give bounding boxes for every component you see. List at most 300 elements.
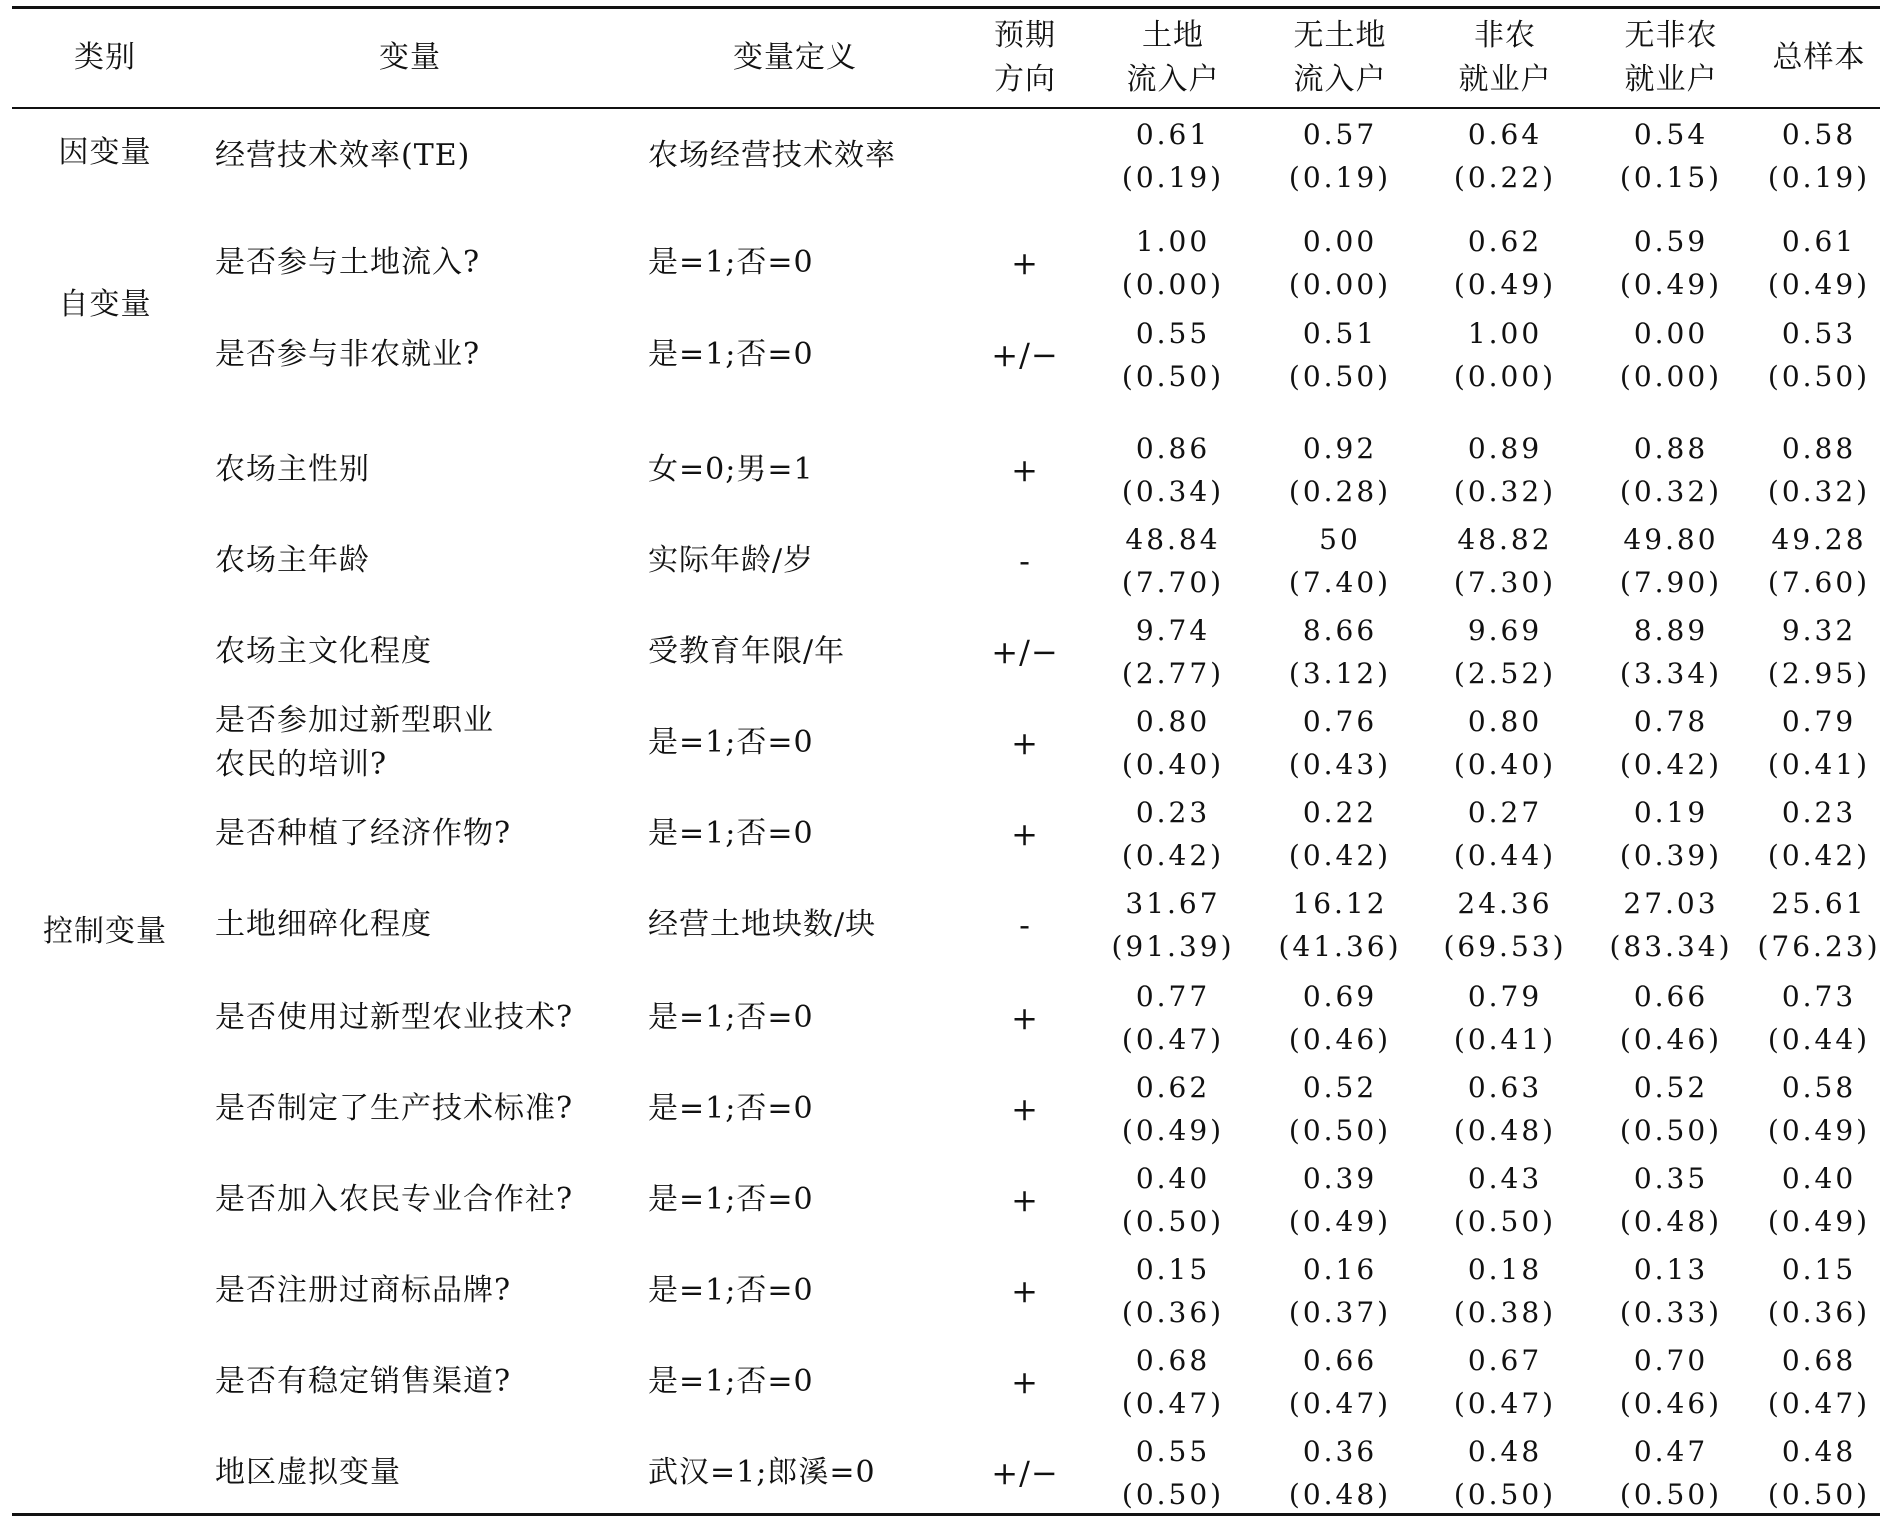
stat-cell: [1275, 310, 1405, 400]
sd-value: (0.19): [1767, 161, 1871, 194]
sd-value: (0.48): [1619, 1205, 1723, 1238]
stat-cell: [1758, 973, 1880, 1063]
mean-value: 0.80: [1467, 705, 1543, 738]
header-group-0: [1108, 14, 1238, 102]
sd-value: (0.41): [1767, 748, 1871, 781]
mean-value: 0.27: [1467, 796, 1543, 829]
stat-cell: [1758, 111, 1880, 201]
expected-direction: +: [1011, 1181, 1039, 1219]
stat-cell: [1758, 218, 1880, 308]
variable-name: [215, 1428, 635, 1518]
header-category-text: 类别: [74, 40, 136, 75]
sd-value: (0.50): [1288, 360, 1392, 393]
stat-cell: [1275, 973, 1405, 1063]
mean-value: 8.66: [1302, 614, 1378, 647]
sd-value: (0.00): [1288, 268, 1392, 301]
mean-value: 0.40: [1781, 1162, 1857, 1195]
sd-value: (0.50): [1453, 1205, 1557, 1238]
stat-cell: [1275, 789, 1405, 879]
mean-value: 0.52: [1302, 1071, 1378, 1104]
mean-value: 0.47: [1633, 1435, 1709, 1468]
variable-name-line: 农场主文化程度: [215, 634, 432, 669]
variable-definition: 经营土地块数/块: [648, 907, 877, 942]
mean-value: 49.28: [1771, 523, 1867, 556]
sd-value: (0.42): [1121, 839, 1225, 872]
stat-cell: [1606, 789, 1736, 879]
header-category: [20, 36, 190, 80]
mean-value: 31.67: [1125, 887, 1221, 920]
stat-cell: [1606, 516, 1736, 606]
mean-value: 0.88: [1781, 432, 1857, 465]
stat-cell: [1758, 516, 1880, 606]
stat-cell: [1108, 880, 1238, 970]
variable-name-line: 是否有稳定销售渠道?: [215, 1364, 512, 1399]
stat-cell: [1758, 1064, 1880, 1154]
mean-value: 0.00: [1302, 225, 1378, 258]
sd-value: (0.49): [1767, 1205, 1871, 1238]
variable-name: [215, 111, 635, 201]
mean-value: 0.55: [1135, 1435, 1211, 1468]
stat-cell: [1440, 1337, 1570, 1427]
stat-cell: [1108, 111, 1238, 201]
variable-definition: 是=1;否=0: [648, 337, 814, 372]
expected-direction: [975, 111, 1075, 201]
sd-value: (0.50): [1121, 1478, 1225, 1511]
stat-cell: [1440, 1155, 1570, 1245]
header-definition: [645, 36, 945, 80]
mean-value: 27.03: [1623, 887, 1719, 920]
stat-cell: [1758, 1155, 1880, 1245]
stat-cell: [1275, 607, 1405, 697]
stat-cell: [1108, 1064, 1238, 1154]
header-variable-text: 变量: [379, 40, 441, 75]
mean-value: 8.89: [1633, 614, 1709, 647]
variable-definition: 农场经营技术效率: [648, 138, 896, 173]
mean-value: 0.61: [1135, 118, 1211, 151]
sd-value: (0.50): [1619, 1114, 1723, 1147]
mean-value: 0.15: [1135, 1253, 1211, 1286]
stat-cell: [1440, 111, 1570, 201]
stat-cell: [1606, 111, 1736, 201]
mean-value: 0.51: [1302, 317, 1378, 350]
mean-value: 0.57: [1302, 118, 1378, 151]
mean-value: 9.74: [1135, 614, 1211, 647]
expected-direction: +: [1011, 451, 1039, 489]
mean-value: 0.58: [1781, 118, 1857, 151]
variable-name: [215, 880, 635, 970]
sd-value: (0.42): [1619, 748, 1723, 781]
sd-value: (0.44): [1453, 839, 1557, 872]
mean-value: 1.00: [1135, 225, 1211, 258]
mean-value: 0.19: [1633, 796, 1709, 829]
sd-value: (83.34): [1609, 930, 1733, 963]
mean-value: 0.00: [1633, 317, 1709, 350]
variable-name: [215, 607, 635, 697]
header-group-2-l2: 就业户: [1458, 62, 1552, 97]
variable-definition: 是=1;否=0: [648, 1182, 814, 1217]
mean-value: 0.22: [1302, 796, 1378, 829]
header-group-2-l1: 非农: [1474, 18, 1536, 53]
variable-name: [215, 516, 635, 606]
mean-value: 0.48: [1467, 1435, 1543, 1468]
mean-value: 0.66: [1302, 1344, 1378, 1377]
mean-value: 0.68: [1135, 1344, 1211, 1377]
sd-value: (0.38): [1453, 1296, 1557, 1329]
sd-value: (0.37): [1288, 1296, 1392, 1329]
sd-value: (0.50): [1767, 360, 1871, 393]
sd-value: (7.30): [1453, 566, 1557, 599]
header-group-0-l2: 流入户: [1126, 62, 1220, 97]
mean-value: 0.58: [1781, 1071, 1857, 1104]
stat-cell: [1758, 789, 1880, 879]
stat-cell: [1108, 1337, 1238, 1427]
sd-value: (0.50): [1453, 1478, 1557, 1511]
variable-name-line: 农场主年龄: [215, 543, 370, 578]
stat-cell: [1440, 218, 1570, 308]
stat-cell: [1606, 218, 1736, 308]
sd-value: (0.50): [1619, 1478, 1723, 1511]
sd-value: (0.46): [1288, 1023, 1392, 1056]
stat-cell: [1758, 425, 1880, 515]
mean-value: 0.89: [1467, 432, 1543, 465]
stat-cell: [1108, 516, 1238, 606]
variable-definition: 女=0;男=1: [648, 452, 814, 487]
variable-name: [215, 1064, 635, 1154]
category-dependent: [20, 131, 190, 175]
stat-cell: [1440, 607, 1570, 697]
stat-cell: [1758, 310, 1880, 400]
mean-value: 0.69: [1302, 980, 1378, 1013]
stat-cell: [1606, 607, 1736, 697]
stat-cell: [1440, 1064, 1570, 1154]
expected-direction: +: [1011, 1090, 1039, 1128]
stat-cell: [1275, 218, 1405, 308]
stat-cell: [1440, 880, 1570, 970]
sd-value: (0.50): [1121, 360, 1225, 393]
sd-value: (0.50): [1121, 1205, 1225, 1238]
header-group-3: [1606, 14, 1736, 102]
expected-direction: +: [1011, 1272, 1039, 1310]
header-group-4: [1758, 36, 1880, 80]
mean-value: 49.80: [1623, 523, 1719, 556]
stat-cell: [1758, 880, 1880, 970]
mean-value: 48.84: [1125, 523, 1221, 556]
sd-value: (0.32): [1619, 475, 1723, 508]
sd-value: (0.34): [1121, 475, 1225, 508]
variable-definition: 是=1;否=0: [648, 1364, 814, 1399]
sd-value: (0.50): [1288, 1114, 1392, 1147]
sd-value: (0.19): [1121, 161, 1225, 194]
stat-cell: [1440, 425, 1570, 515]
mean-value: 0.52: [1633, 1071, 1709, 1104]
mean-value: 0.86: [1135, 432, 1211, 465]
mean-value: 0.80: [1135, 705, 1211, 738]
variable-name-line: 是否制定了生产技术标准?: [215, 1091, 574, 1126]
mean-value: 0.48: [1781, 1435, 1857, 1468]
sd-value: (0.49): [1767, 268, 1871, 301]
sd-value: (0.22): [1453, 161, 1557, 194]
category-independent-label: 自变量: [58, 287, 152, 322]
table-header-rule: [12, 107, 1880, 109]
expected-direction: +: [1011, 724, 1039, 762]
header-group-0-l1: 土地: [1142, 18, 1204, 53]
stat-cell: [1440, 973, 1570, 1063]
stat-cell: [1275, 1155, 1405, 1245]
stat-cell: [1758, 698, 1880, 788]
sd-value: (0.00): [1121, 268, 1225, 301]
sd-value: (0.00): [1619, 360, 1723, 393]
mean-value: 0.92: [1302, 432, 1378, 465]
sd-value: (0.44): [1767, 1023, 1871, 1056]
mean-value: 0.78: [1633, 705, 1709, 738]
stat-cell: [1606, 1155, 1736, 1245]
sd-value: (0.49): [1767, 1114, 1871, 1147]
sd-value: (41.36): [1278, 930, 1402, 963]
stat-cell: [1758, 607, 1880, 697]
sd-value: (0.32): [1767, 475, 1871, 508]
variable-name: [215, 310, 635, 400]
header-direction-line2: 方向: [994, 62, 1056, 97]
mean-value: 0.18: [1467, 1253, 1543, 1286]
mean-value: 0.53: [1781, 317, 1857, 350]
stat-cell: [1606, 425, 1736, 515]
mean-value: 0.62: [1467, 225, 1543, 258]
stat-cell: [1108, 218, 1238, 308]
sd-value: (0.33): [1619, 1296, 1723, 1329]
category-independent: [20, 283, 190, 327]
sd-value: (7.70): [1121, 566, 1225, 599]
stat-cell: [1275, 425, 1405, 515]
stat-cell: [1108, 973, 1238, 1063]
sd-value: (0.47): [1121, 1023, 1225, 1056]
stat-cell: [1275, 698, 1405, 788]
variable-definition: 是=1;否=0: [648, 245, 814, 280]
sd-value: (0.48): [1453, 1114, 1557, 1147]
sd-value: (2.77): [1121, 657, 1225, 690]
sd-value: (0.43): [1288, 748, 1392, 781]
mean-value: 0.77: [1135, 980, 1211, 1013]
variable-definition: 是=1;否=0: [648, 1000, 814, 1035]
stat-cell: [1606, 310, 1736, 400]
sd-value: (0.36): [1121, 1296, 1225, 1329]
variable-name-line: 是否加入农民专业合作社?: [215, 1182, 574, 1217]
stat-cell: [1440, 698, 1570, 788]
header-group-4-l1: 总样本: [1772, 40, 1866, 75]
stat-cell: [1606, 1428, 1736, 1518]
sd-value: (69.53): [1443, 930, 1567, 963]
variable-name: [215, 425, 635, 515]
header-group-3-l2: 就业户: [1624, 62, 1718, 97]
stat-cell: [1275, 516, 1405, 606]
variable-definition: 实际年龄/岁: [648, 543, 815, 578]
variable-definition: 武汉=1;郎溪=0: [648, 1455, 876, 1490]
variable-definition: 是=1;否=0: [648, 1091, 814, 1126]
mean-value: 0.62: [1135, 1071, 1211, 1104]
stat-cell: [1275, 111, 1405, 201]
sd-value: (0.19): [1288, 161, 1392, 194]
stat-cell: [1108, 698, 1238, 788]
stat-cell: [1606, 1246, 1736, 1336]
sd-value: (0.48): [1288, 1478, 1392, 1511]
sd-value: (0.36): [1767, 1296, 1871, 1329]
header-group-1-l2: 流入户: [1293, 62, 1387, 97]
mean-value: 0.43: [1467, 1162, 1543, 1195]
stat-cell: [1108, 1428, 1238, 1518]
stat-cell: [1275, 880, 1405, 970]
mean-value: 0.55: [1135, 317, 1211, 350]
stat-cell: [1108, 789, 1238, 879]
stat-cell: [1606, 698, 1736, 788]
variable-name-line: 农民的培训?: [215, 747, 388, 782]
mean-value: 1.00: [1467, 317, 1543, 350]
mean-value: 0.59: [1633, 225, 1709, 258]
stat-cell: [1606, 973, 1736, 1063]
sd-value: (2.95): [1767, 657, 1871, 690]
stat-cell: [1108, 607, 1238, 697]
category-control-label: 控制变量: [43, 914, 167, 949]
mean-value: 24.36: [1457, 887, 1553, 920]
variable-name: [215, 1155, 635, 1245]
mean-value: 0.54: [1633, 118, 1709, 151]
stat-cell: [1108, 1155, 1238, 1245]
variable-name-line: 是否使用过新型农业技术?: [215, 1000, 574, 1035]
expected-direction: -: [1019, 906, 1031, 944]
variable-name-line: 是否参与土地流入?: [215, 245, 481, 280]
header-group-3-l1: 无非农: [1624, 18, 1718, 53]
sd-value: (0.39): [1619, 839, 1723, 872]
stat-cell: [1108, 425, 1238, 515]
variable-name: [215, 1246, 635, 1336]
header-definition-text: 变量定义: [733, 40, 857, 75]
expected-direction: -: [1019, 542, 1031, 580]
variable-name-line: 经营技术效率(TE): [215, 138, 471, 173]
expected-direction: +/−: [991, 1454, 1059, 1492]
category-dependent-label: 因变量: [58, 135, 152, 170]
mean-value: 0.76: [1302, 705, 1378, 738]
sd-value: (7.60): [1767, 566, 1871, 599]
mean-value: 9.32: [1781, 614, 1857, 647]
stat-cell: [1606, 1064, 1736, 1154]
sd-value: (0.49): [1288, 1205, 1392, 1238]
mean-value: 0.23: [1135, 796, 1211, 829]
stat-cell: [1440, 1246, 1570, 1336]
mean-value: 0.70: [1633, 1344, 1709, 1377]
sd-value: (0.50): [1767, 1478, 1871, 1511]
category-control: [20, 910, 190, 954]
mean-value: 16.12: [1292, 887, 1388, 920]
sd-value: (0.40): [1453, 748, 1557, 781]
variable-definition: 是=1;否=0: [648, 725, 814, 760]
mean-value: 0.79: [1781, 705, 1857, 738]
sd-value: (0.47): [1767, 1387, 1871, 1420]
table-top-rule: [12, 6, 1880, 9]
stat-cell: [1440, 516, 1570, 606]
sd-value: (0.41): [1453, 1023, 1557, 1056]
mean-value: 25.61: [1771, 887, 1867, 920]
mean-value: 0.13: [1633, 1253, 1709, 1286]
sd-value: (0.15): [1619, 161, 1723, 194]
sd-value: (0.42): [1288, 839, 1392, 872]
sd-value: (3.12): [1288, 657, 1392, 690]
sd-value: (0.49): [1619, 268, 1723, 301]
stat-cell: [1440, 1428, 1570, 1518]
expected-direction: +/−: [991, 633, 1059, 671]
variable-name-line: 是否注册过商标品牌?: [215, 1273, 512, 1308]
variable-name: [215, 218, 635, 308]
mean-value: 48.82: [1457, 523, 1553, 556]
sd-value: (0.28): [1288, 475, 1392, 508]
mean-value: 0.79: [1467, 980, 1543, 1013]
sd-value: (0.32): [1453, 475, 1557, 508]
expected-direction: +/−: [991, 336, 1059, 374]
mean-value: 0.40: [1135, 1162, 1211, 1195]
sd-value: (0.00): [1453, 360, 1557, 393]
variable-name-line: 是否参与非农就业?: [215, 337, 481, 372]
sd-value: (7.90): [1619, 566, 1723, 599]
variable-name-line: 地区虚拟变量: [215, 1455, 401, 1490]
mean-value: 0.15: [1781, 1253, 1857, 1286]
mean-value: 0.36: [1302, 1435, 1378, 1468]
header-group-2: [1440, 14, 1570, 102]
variable-name-line: 农场主性别: [215, 452, 370, 487]
sd-value: (0.47): [1453, 1387, 1557, 1420]
variable-name: [215, 973, 635, 1063]
mean-value: 9.69: [1467, 614, 1543, 647]
sd-value: (7.40): [1288, 566, 1392, 599]
header-direction-line1: 预期: [994, 18, 1056, 53]
sd-value: (2.52): [1453, 657, 1557, 690]
stat-cell: [1440, 310, 1570, 400]
sd-value: (0.49): [1121, 1114, 1225, 1147]
sd-value: (0.40): [1121, 748, 1225, 781]
mean-value: 0.16: [1302, 1253, 1378, 1286]
stat-cell: [1275, 1337, 1405, 1427]
sd-value: (91.39): [1111, 930, 1235, 963]
sd-value: (0.46): [1619, 1023, 1723, 1056]
stat-cell: [1758, 1337, 1880, 1427]
stat-cell: [1108, 310, 1238, 400]
stat-cell: [1758, 1428, 1880, 1518]
sd-value: (0.47): [1121, 1387, 1225, 1420]
mean-value: 0.63: [1467, 1071, 1543, 1104]
mean-value: 0.64: [1467, 118, 1543, 151]
header-direction: [975, 14, 1075, 102]
sd-value: (76.23): [1757, 930, 1881, 963]
variable-definition: 受教育年限/年: [648, 634, 846, 669]
variable-name-line: 是否种植了经济作物?: [215, 816, 512, 851]
sd-value: (0.46): [1619, 1387, 1723, 1420]
mean-value: 0.88: [1633, 432, 1709, 465]
expected-direction: +: [1011, 815, 1039, 853]
variable-name: [215, 698, 635, 788]
sd-value: (0.49): [1453, 268, 1557, 301]
stat-cell: [1606, 880, 1736, 970]
sd-value: (0.47): [1288, 1387, 1392, 1420]
stat-cell: [1275, 1064, 1405, 1154]
stat-cell: [1108, 1246, 1238, 1336]
header-group-1: [1275, 14, 1405, 102]
stat-cell: [1758, 1246, 1880, 1336]
expected-direction: +: [1011, 1363, 1039, 1401]
mean-value: 0.73: [1781, 980, 1857, 1013]
mean-value: 50: [1319, 523, 1361, 556]
mean-value: 0.61: [1781, 225, 1857, 258]
variable-name-line: 是否参加过新型职业: [215, 703, 494, 738]
mean-value: 0.68: [1781, 1344, 1857, 1377]
mean-value: 0.39: [1302, 1162, 1378, 1195]
mean-value: 0.35: [1633, 1162, 1709, 1195]
variable-definition: 是=1;否=0: [648, 1273, 814, 1308]
